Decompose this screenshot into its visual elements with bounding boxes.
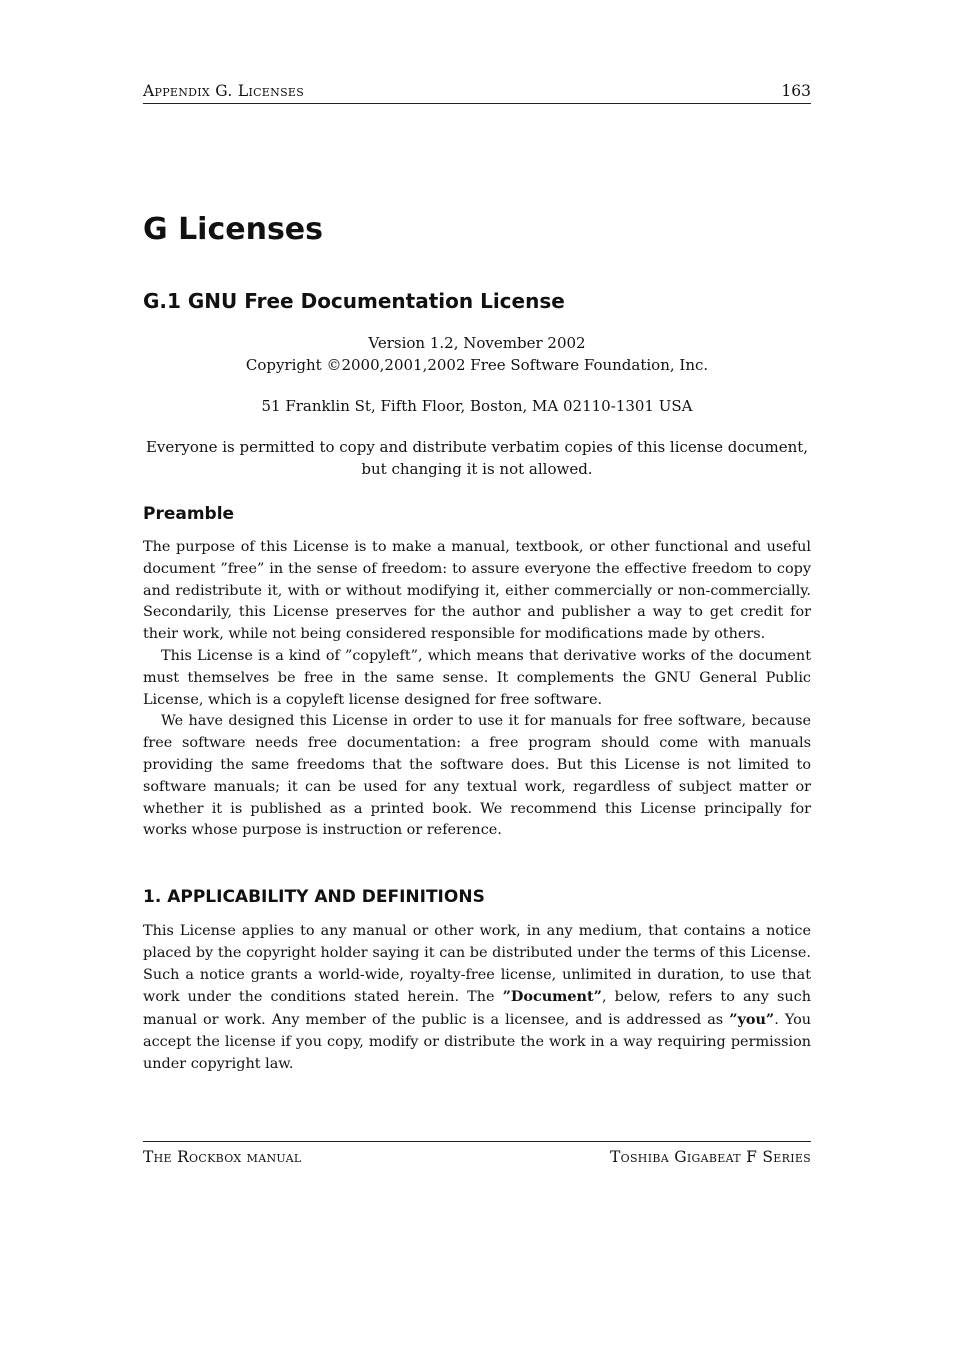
running-footer xyxy=(143,1141,811,1166)
footer-device-series: Toshiba Gigabeat F Series xyxy=(610,1148,811,1166)
license-permission-line2: but changing it is not allowed. xyxy=(361,460,593,478)
running-header xyxy=(143,82,811,104)
applicability-paragraph xyxy=(143,921,811,1076)
page-number: 163 xyxy=(781,82,811,100)
license-address: 51 Franklin St, Fifth Floor, Boston, MA 02110-1301 USA xyxy=(261,397,693,415)
preamble-heading: Preamble xyxy=(143,504,235,524)
chapter-title: G Licenses xyxy=(143,212,324,247)
preamble-paragraph-2: This License is a kind of ”copyleft”, which means that derivative works of the document must themselves be free in the same sense. It complements the GNU General Public License, which is a copyleft license designed for free software. xyxy=(143,647,811,708)
license-copyright: Copyright ©2000,2001,2002 Free Software Foundation, Inc. xyxy=(245,356,709,374)
license-version: Version 1.2, November 2002 xyxy=(368,334,586,352)
term-document: ”Document” xyxy=(502,988,602,1006)
preamble-body xyxy=(143,537,811,842)
applicability-text-c: . You accept the license if you copy, modify or distribute the work in a way requiring permission under copyright law. xyxy=(143,1012,811,1072)
footer-manual-title: The Rockbox manual xyxy=(143,1148,302,1166)
applicability-text-a: This License applies to any manual or other work, in any medium, that contains a notice placed by the copyright holder saying it can be distributed under the terms of this License. Such a notice grants a world-wide, royalty-free license, unlimited in duration, to use that work under the conditions stated herein. The xyxy=(143,923,811,1006)
license-permission-line1: Everyone is permitted to copy and distribute verbatim copies of this license document, xyxy=(145,438,809,456)
applicability-heading: 1. APPLICABILITY AND DEFINITIONS xyxy=(143,887,485,907)
section-title: G.1 GNU Free Documentation License xyxy=(143,289,565,313)
applicability-body xyxy=(143,921,811,1076)
preamble-paragraph-3: We have designed this License in order to use it for manuals for free software, because free software needs free documentation: a free program should come with manuals providing the same freedoms that the software does. But this License is not limited to software manuals; it can be used for any textual work, regardless of subject matter or whether it is published as a printed book. We recommend this License principally for works whose purpose is instruction or reference. xyxy=(143,713,811,839)
applicability-text-b: , below, refers to any such manual or work. Any member of the public is a licensee, and is addressed as xyxy=(143,989,811,1029)
preamble-paragraph-1: The purpose of this License is to make a manual, textbook, or other functional and useful document ”free” in the sense of freedom: to assure everyone the effective freedom to copy and redistribute it, with or without modifying it, either commercially or non-commercially. Secondarily, this License preserves for the author and publisher a way to get credit for their work, while not being considered responsible for modifications made by others. xyxy=(143,539,811,643)
term-you: ”you” xyxy=(729,1011,775,1029)
license-permission-block xyxy=(143,436,811,480)
header-chapter-label: Appendix G. Licenses xyxy=(143,82,305,100)
license-version-block xyxy=(143,332,811,376)
